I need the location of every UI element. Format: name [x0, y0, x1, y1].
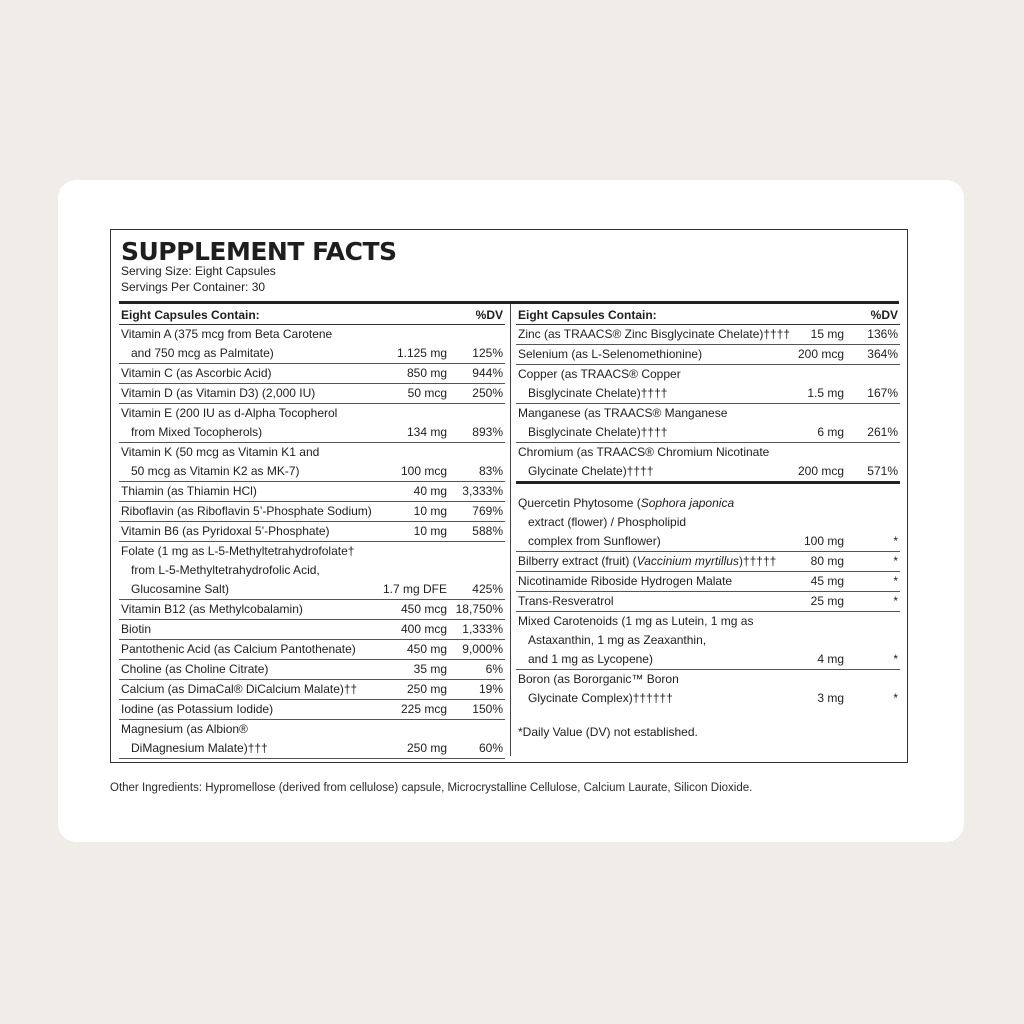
- nutrient-name: Riboflavin (as Riboflavin 5’-Phosphate Sodium): [121, 504, 372, 518]
- nutrient-amount: 250 mg: [406, 741, 447, 755]
- nutrient-row: [516, 572, 900, 592]
- nutrient-name: Copper (as TRAACS® Copper Bisglycinate Chelate)††††: [518, 367, 681, 400]
- nutrient-name: Manganese (as TRAACS® Manganese Bisglycinate Chelate)††††: [518, 406, 728, 439]
- nutrient-name: Chromium (as TRAACS® Chromium Nicotinate Glycinate Chelate)††††: [518, 445, 770, 478]
- nutrient-row: [119, 522, 505, 542]
- nutrient-row: [119, 443, 505, 482]
- nutrient-daily-value: 6%: [485, 662, 503, 676]
- nutrient-name: Pantothenic Acid (as Calcium Pantothenate): [121, 642, 356, 656]
- nutrient-row: [516, 443, 900, 484]
- nutrient-daily-value: *: [893, 574, 898, 588]
- nutrient-name: Magnesium (as Albion® DiMagnesium Malate)†††: [121, 722, 268, 755]
- panel-title: SUPPLEMENT FACTS: [121, 237, 397, 266]
- left-header-label: Eight Capsules Contain:: [121, 308, 260, 322]
- top-rule: [119, 301, 899, 304]
- nutrient-amount: 45 mg: [810, 574, 844, 588]
- nutrient-amount: 6 mg: [817, 425, 844, 439]
- right-header-dv: %DV: [870, 308, 898, 322]
- nutrient-amount: 3 mg: [817, 691, 844, 705]
- nutrient-daily-value: 3,333%: [462, 484, 503, 498]
- nutrient-name: Vitamin K (50 mcg as Vitamin K1 and 50 mcg as Vitamin K2 as MK-7): [121, 445, 320, 478]
- right-column: [516, 306, 900, 740]
- nutrient-amount: 450 mg: [406, 642, 447, 656]
- nutrient-amount: 850 mg: [406, 366, 447, 380]
- footnote: *Daily Value (DV) not established.: [518, 725, 698, 739]
- nutrient-row: [516, 345, 900, 365]
- nutrient-name: Folate (1 mg as L-5-Methyltetrahydrofolate† from L-5-Methyltetrahydrofolic Acid, Glucosamine Salt): [121, 544, 355, 596]
- nutrient-daily-value: *: [893, 534, 898, 548]
- nutrient-row: [516, 404, 900, 443]
- nutrient-daily-value: *: [893, 691, 898, 705]
- nutrient-row: [119, 640, 505, 660]
- nutrient-name: Zinc (as TRAACS® Zinc Bisglycinate Chelate)††††: [518, 327, 791, 341]
- nutrient-amount: 10 mg: [413, 524, 447, 538]
- nutrient-daily-value: 769%: [472, 504, 503, 518]
- nutrient-row: [119, 700, 505, 720]
- nutrient-daily-value: 167%: [867, 386, 898, 400]
- other-ingredients: Other Ingredients: Hypromellose (derived from cellulose) capsule, Microcrystalline Cellulose, Calcium Laurate, Silicon Dioxide.: [110, 782, 753, 794]
- nutrient-name: Biotin: [121, 622, 152, 636]
- left-column: [119, 306, 505, 759]
- nutrient-name: Thiamin (as Thiamin HCl): [121, 484, 257, 498]
- nutrient-row: [119, 404, 505, 443]
- nutrient-daily-value: 364%: [867, 347, 898, 361]
- nutrient-amount: 400 mcg: [400, 622, 447, 636]
- nutrient-daily-value: 136%: [867, 327, 898, 341]
- nutrient-row: [516, 612, 900, 670]
- servings-per-container: Servings Per Container: 30: [121, 280, 266, 294]
- nutrient-amount: 1.7 mg DFE: [382, 582, 447, 596]
- nutrient-name: Trans-Resveratrol: [518, 594, 614, 608]
- left-header-dv: %DV: [475, 308, 503, 322]
- nutrient-amount: 10 mg: [413, 504, 447, 518]
- column-divider: [510, 304, 511, 756]
- nutrient-daily-value: 60%: [478, 741, 503, 755]
- nutrient-row: [119, 620, 505, 640]
- nutrient-daily-value: *: [893, 554, 898, 568]
- nutrient-amount: 15 mg: [810, 327, 844, 341]
- nutrient-row: [516, 592, 900, 612]
- nutrient-daily-value: 571%: [867, 464, 898, 478]
- nutrient-amount: 40 mg: [413, 484, 447, 498]
- nutrient-name: Choline (as Choline Citrate): [121, 662, 269, 676]
- nutrient-row: [119, 680, 505, 700]
- nutrient-amount: 1.5 mg: [807, 386, 844, 400]
- nutrient-daily-value: 18,750%: [455, 602, 503, 616]
- nutrient-daily-value: 250%: [472, 386, 503, 400]
- nutrient-row: [516, 484, 900, 552]
- left-column-header: [119, 306, 505, 325]
- nutrient-row: [516, 365, 900, 404]
- nutrient-row: [119, 542, 505, 600]
- nutrient-daily-value: 83%: [478, 464, 503, 478]
- nutrient-amount: 450 mcg: [400, 602, 447, 616]
- nutrient-amount: 100 mg: [803, 534, 844, 548]
- nutrient-row: [119, 364, 505, 384]
- nutrient-name: Selenium (as L-Selenomethionine): [518, 347, 703, 361]
- nutrient-daily-value: 425%: [472, 582, 503, 596]
- nutrient-daily-value: 944%: [472, 366, 503, 380]
- nutrient-daily-value: 261%: [867, 425, 898, 439]
- nutrient-amount: 35 mg: [413, 662, 447, 676]
- nutrient-name: Calcium (as DimaCal® DiCalcium Malate)††: [121, 682, 358, 696]
- nutrient-name: Bilberry extract (fruit) (Vaccinium myrtillus)†††††: [518, 554, 777, 568]
- nutrient-daily-value: *: [893, 652, 898, 666]
- nutrient-name: Iodine (as Potassium Iodide): [121, 702, 274, 716]
- nutrient-amount: 200 mcg: [797, 347, 844, 361]
- nutrient-daily-value: 1,333%: [462, 622, 503, 636]
- nutrient-amount: 1.125 mg: [396, 346, 447, 360]
- nutrient-daily-value: 150%: [472, 702, 503, 716]
- nutrient-daily-value: *: [893, 594, 898, 608]
- nutrient-daily-value: 588%: [472, 524, 503, 538]
- right-column-header: [516, 306, 900, 325]
- nutrient-name: Vitamin D (as Vitamin D3) (2,000 IU): [121, 386, 316, 400]
- nutrient-row: [516, 670, 900, 708]
- nutrient-row: [119, 600, 505, 620]
- nutrient-daily-value: 893%: [472, 425, 503, 439]
- nutrient-row: [119, 720, 505, 759]
- nutrient-daily-value: 9,000%: [462, 642, 503, 656]
- nutrient-amount: 25 mg: [810, 594, 844, 608]
- nutrient-name: Nicotinamide Riboside Hydrogen Malate: [518, 574, 733, 588]
- serving-size: Serving Size: Eight Capsules: [121, 264, 276, 278]
- nutrient-row: [516, 325, 900, 345]
- nutrient-daily-value: 125%: [472, 346, 503, 360]
- nutrient-name: Mixed Carotenoids (1 mg as Lutein, 1 mg as Astaxanthin, 1 mg as Zeaxanthin, and 1 mg as Lycopene): [518, 614, 754, 666]
- nutrient-row: [516, 552, 900, 572]
- nutrient-amount: 80 mg: [810, 554, 844, 568]
- nutrient-name: Vitamin A (375 mcg from Beta Carotene and 750 mcg as Palmitate): [121, 327, 333, 360]
- nutrient-amount: 50 mcg: [407, 386, 447, 400]
- nutrient-name: Vitamin E (200 IU as d-Alpha Tocopherol from Mixed Tocopherols): [121, 406, 338, 439]
- nutrient-row: [119, 384, 505, 404]
- nutrient-amount: 134 mg: [406, 425, 447, 439]
- nutrient-row: [119, 502, 505, 522]
- supplement-facts-panel: [110, 229, 908, 763]
- nutrient-amount: 250 mg: [406, 682, 447, 696]
- nutrient-daily-value: 19%: [478, 682, 503, 696]
- right-header-label: Eight Capsules Contain:: [518, 308, 657, 322]
- nutrient-amount: 4 mg: [817, 652, 844, 666]
- nutrient-name: Vitamin B6 (as Pyridoxal 5’-Phosphate): [121, 524, 330, 538]
- nutrient-name: Vitamin C (as Ascorbic Acid): [121, 366, 272, 380]
- nutrient-amount: 225 mcg: [400, 702, 447, 716]
- nutrient-row: [119, 660, 505, 680]
- nutrient-row: [119, 482, 505, 502]
- nutrient-name: Vitamin B12 (as Methylcobalamin): [121, 602, 303, 616]
- nutrient-row: [119, 325, 505, 364]
- nutrient-name: Quercetin Phytosome (Sophora japonica extract (flower) / Phospholipid complex from Sunflower): [518, 496, 735, 548]
- nutrient-name: Boron (as Bororganic™ Boron Glycinate Complex)††††††: [518, 672, 679, 705]
- nutrient-amount: 100 mcg: [400, 464, 447, 478]
- nutrient-amount: 200 mcg: [797, 464, 844, 478]
